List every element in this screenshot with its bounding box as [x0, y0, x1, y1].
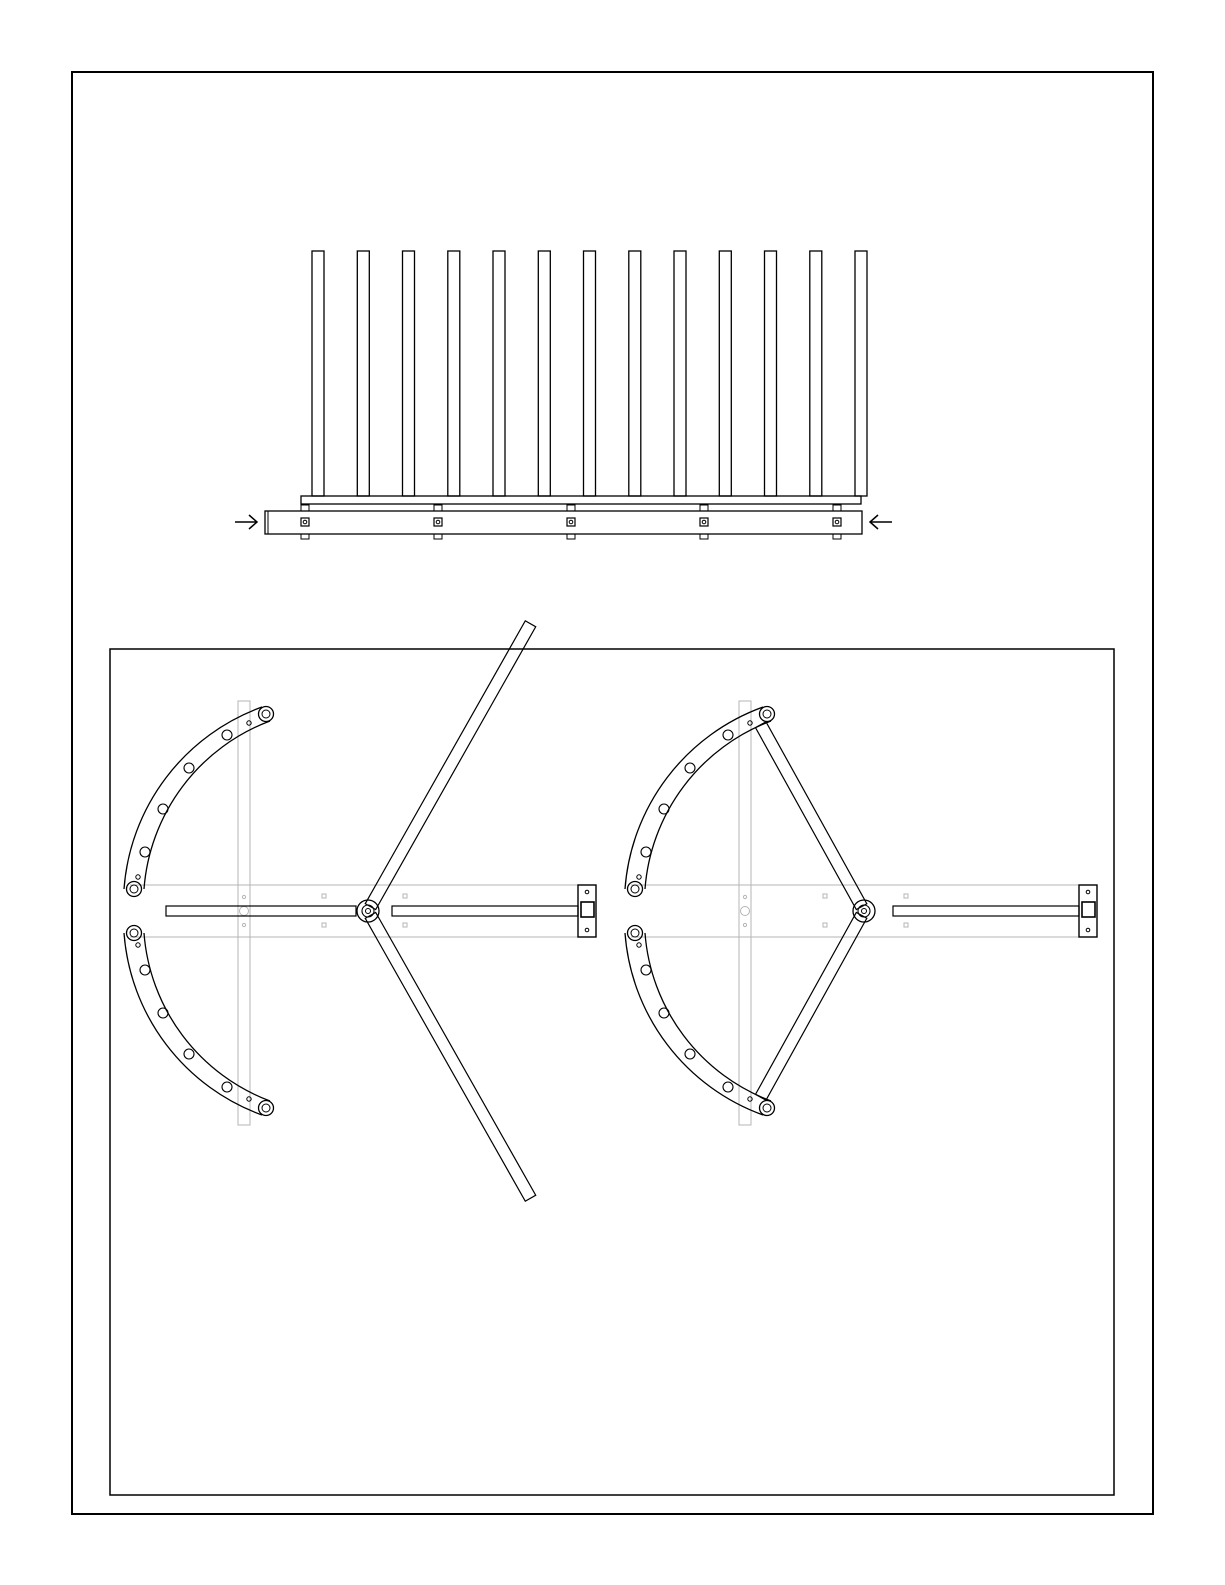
upper-leg [365, 621, 535, 910]
lower-leg [365, 912, 535, 1201]
slat [765, 251, 777, 496]
slat [312, 251, 324, 496]
bolt [567, 505, 575, 539]
slat [403, 251, 415, 496]
slat [855, 251, 867, 496]
slat [357, 251, 369, 496]
inner-panel-border [110, 649, 1114, 1495]
fan-frame-step-2 [625, 701, 1097, 1125]
slat [493, 251, 505, 496]
lower-leg-folded [755, 912, 866, 1100]
left-push-arrow [235, 515, 257, 529]
slat [538, 251, 550, 496]
slat [674, 251, 686, 496]
slatted-panel-view [235, 251, 892, 539]
bolt [700, 505, 708, 539]
right-push-arrow [870, 515, 892, 529]
page-border [72, 72, 1153, 1514]
fan-frame-step-1 [124, 621, 596, 1201]
bottom-board [265, 511, 862, 534]
bolt [434, 505, 442, 539]
slat-group [312, 251, 867, 496]
upper-leg-folded [755, 722, 866, 910]
slat [584, 251, 596, 496]
slat [448, 251, 460, 496]
bolt [301, 505, 309, 539]
slat [810, 251, 822, 496]
upper-cross-rail [301, 496, 861, 504]
slat [629, 251, 641, 496]
slat [719, 251, 731, 496]
bolt [833, 505, 841, 539]
